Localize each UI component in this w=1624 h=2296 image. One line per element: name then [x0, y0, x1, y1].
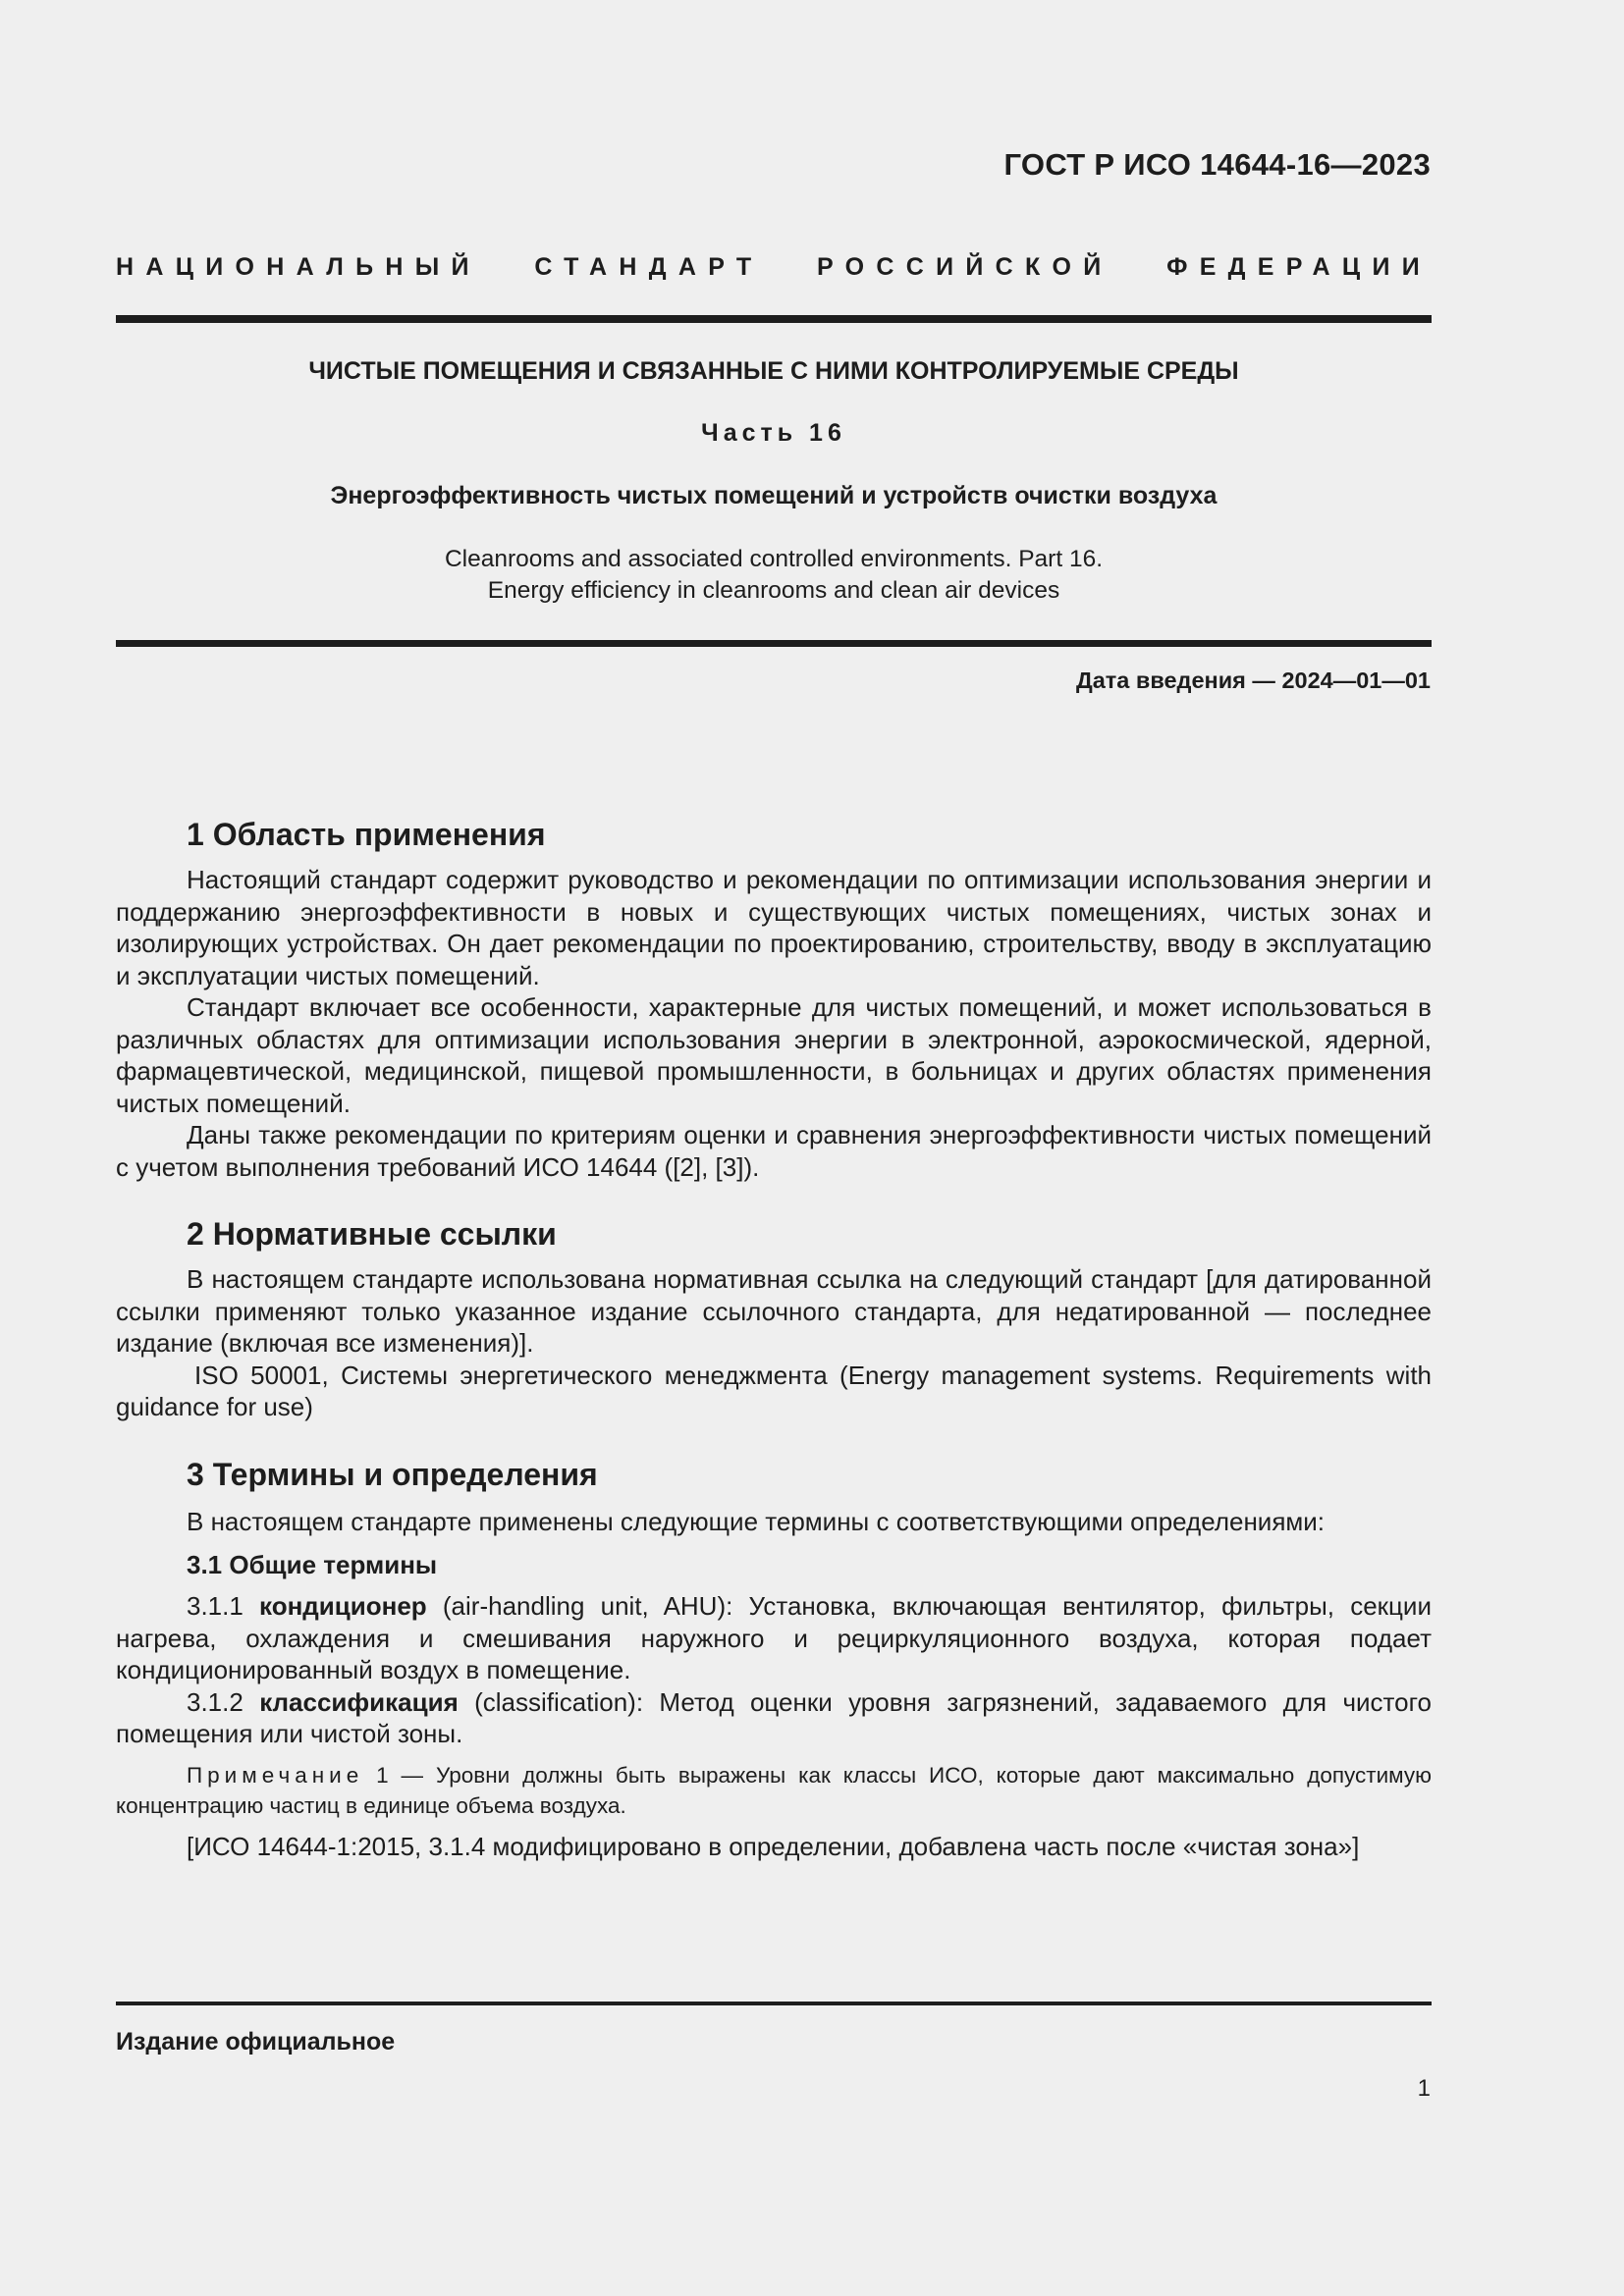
- term-definition: (air-handling unit, AHU): Установка, включающая вентилятор, фильтры, секции нагрева, охлаждения и смешивания наружного и рециркуляционного воздуха, которая подает кондиционированный воздух в помещение.: [116, 1591, 1432, 1684]
- part-subtitle: Энергоэффективность чистых помещений и устройств очистки воздуха: [330, 482, 1218, 509]
- section-1-heading: 1 Область применения: [187, 817, 546, 852]
- term-name: кондиционер: [259, 1591, 427, 1621]
- section-2-heading: 2 Нормативные ссылки: [187, 1216, 557, 1252]
- section-1-paragraph-1: Настоящий стандарт содержит руководство и рекомендации по оптимизации использования энергии и поддержанию энергоэффективности в новых и существующих чистых помещениях, чистых зонах и изолирующих устройствах. Он дает рекомендации по проектированию, строительству, вводу в эксплуатацию и эксплуатации чистых помещений.: [116, 865, 1432, 990]
- term-number: 3.1.2: [187, 1686, 260, 1717]
- title-rule: [116, 640, 1432, 647]
- standard-number: ГОСТ Р ИСО 14644-16—2023: [1003, 147, 1431, 182]
- section-1-paragraph-3: Даны также рекомендации по критериям оценки и сравнения энергоэффективности чистых помещений с учетом выполнения требований ИСО 14644 ([2], [3]).: [116, 1120, 1432, 1182]
- part-label: Часть 16: [701, 419, 846, 447]
- section-2-reference: ISO 50001, Системы энергетического менеджмента (Energy management systems. Requirements with guidance for use): [116, 1360, 1432, 1421]
- source-reference: [ИСО 14644-1:2015, 3.1.4 модифицировано в определении, добавлена часть после «чистая зона»]: [187, 1831, 1360, 1861]
- section-3-heading: 3 Термины и определения: [187, 1456, 598, 1492]
- page-number: 1: [1417, 2075, 1431, 2102]
- term-number: 3.1.1: [187, 1591, 260, 1621]
- section-1-paragraph-2: Стандарт включает все особенности, характерные для чистых помещений, и может использоваться в различных областях для оптимизации использования энергии в электронной, аэрокосмической, ядерной, фармацевтической, медицинской, пищевой промышленности, в больницах и других областях применения чистых помещений.: [116, 992, 1432, 1118]
- note-1: [116, 1760, 1432, 1821]
- top-rule: [116, 315, 1432, 323]
- term-3-1-1: [116, 1590, 1432, 1686]
- english-title-line-2: Energy efficiency in cleanrooms and clean air devices: [487, 577, 1060, 604]
- term-3-1-2: [116, 1686, 1432, 1750]
- section-2-paragraph-1: В настоящем стандарте использована нормативная ссылка на следующий стандарт [для датированной ссылки применяют только указанное издание ссылочного стандарта, для недатированной — последнее издание (включая все изменения)].: [116, 1264, 1432, 1358]
- main-title: ЧИСТЫЕ ПОМЕЩЕНИЯ И СВЯЗАННЫЕ С НИМИ КОНТРОЛИРУЕМЫЕ СРЕДЫ: [308, 357, 1239, 385]
- document-body: [116, 813, 1432, 1862]
- section-3-intro: В настоящем стандарте применены следующие термины с соответствующими определениями:: [187, 1506, 1326, 1536]
- term-definition: (classification): Метод оценки уровня загрязнений, задаваемого для чистого помещения или чистой зоны.: [116, 1686, 1432, 1748]
- introduction-date: Дата введения — 2024—01—01: [1075, 667, 1431, 693]
- note-text: 1 — Уровни должны быть выражены как классы ИСО, которые дают максимально допустимую концентрацию частиц в единице объема воздуха.: [116, 1762, 1432, 1818]
- english-title: [116, 544, 1432, 607]
- english-title-line-1: Cleanrooms and associated controlled environments. Part 16.: [444, 546, 1104, 572]
- note-label: Примечание: [187, 1762, 364, 1788]
- national-standard-banner: НАЦИОНАЛЬНЫЙ СТАНДАРТ РОССИЙСКОЙ ФЕДЕРАЦИИ: [116, 253, 1432, 281]
- subsection-3-1-heading: 3.1 Общие термины: [187, 1550, 438, 1579]
- official-edition: Издание официальное: [116, 2028, 396, 2056]
- term-name: классификация: [259, 1686, 459, 1717]
- footer-rule: [116, 2002, 1432, 2005]
